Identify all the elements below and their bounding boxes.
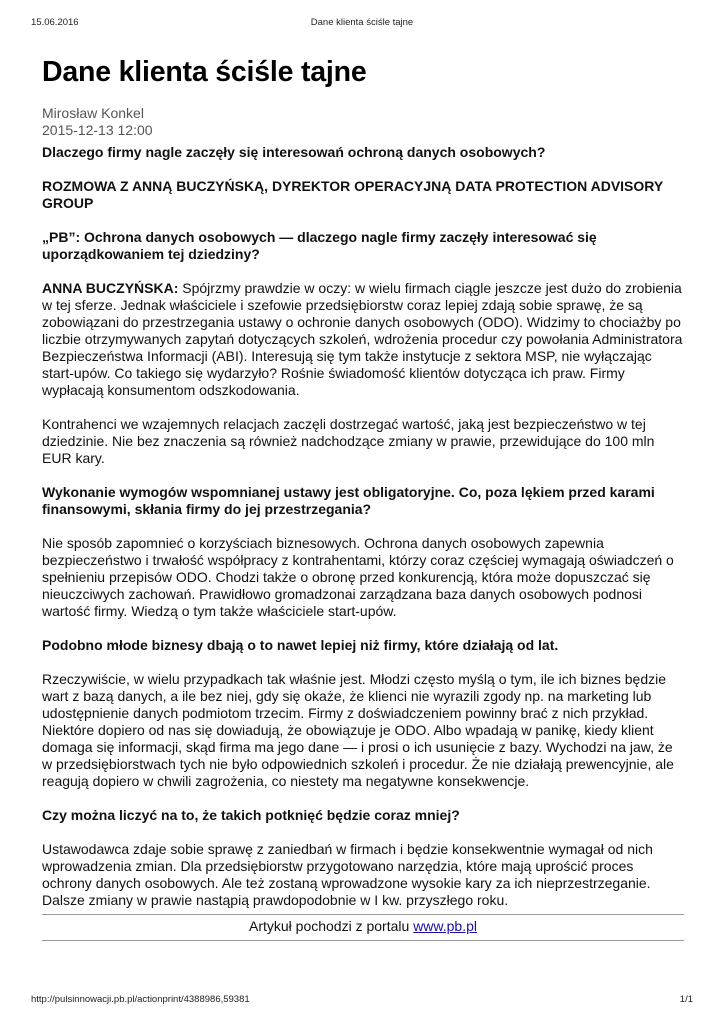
print-header [31, 17, 693, 29]
print-footer [31, 994, 693, 1006]
article-lead: Dlaczego firmy nagle zaczęły się interesowań ochroną danych osobowych? [42, 144, 546, 160]
article-datetime: 2015-12-13 12:00 [42, 122, 153, 138]
article-title: Dane klienta ściśle tajne [42, 56, 367, 88]
question-4: Czy można liczyć na to, że takich potknięć będzie coraz mniej? [42, 807, 460, 823]
page-number: 1/1 [679, 994, 693, 1005]
answer-1 [42, 280, 684, 399]
question-2: Wykonanie wymogów wspomnianej ustawy jest obligatoryjne. Co, poza lękiem przed karami finansowymi, skłania firmy do jej przestrzegania? [42, 484, 655, 517]
answer-3: Rzeczywiście, w wielu przypadkach tak właśnie jest. Młodzi często myślą o tym, ile ich biznes będzie wart z bazą danych, a ile bez niej, gdy się okaże, że klienci nie wyrazili zgody np. na marketing lub udostępnienie danych podmiotom trzecim. Firmy z doświadczeniem powinny brać z nich przykład. Niektóre dopiero od nas się dowiadują, że obowiązuje je ODO. Albo wpadają w panikę, kiedy klient domaga się informacji, skąd firma ma jego dane — i prosi o ich usunięcie z bazy. Wychodzi na jaw, że w przedsiębiorstwach tych nie było odpowiednich szkoleń i procedur. Że nie działają prewencyjnie, ale reagują dopiero w chwili zagrożenia, co niestety ma negatywne konsekwencje. [42, 671, 674, 789]
article-meta [42, 105, 684, 139]
speaker-name: ANNA BUCZYŃSKA: [42, 280, 179, 296]
answer-4: Ustawodawca zdaje sobie sprawę z zaniedbań w firmach i będzie konsekwentnie wymagał od nich wprowadzenia zmian. Dla przedsiębiorstw przygotowano narzędzia, które mają uprościć proces ochrony danych osobowych. Ale też zostaną wprowadzone wysokie kary za ich nieprzestrzeganie. Dalsze zmiany w prawie nastąpią prawdopodobnie w I kw. przyszłego roku. [42, 841, 653, 908]
print-date: 15.06.2016 [31, 17, 79, 28]
answer-1-text: Spójrzmy prawdzie w oczy: w wielu firmach ciągle jeszcze jest dużo do zrobienia w tej sferze. Jednak właściciele i szefowie przedsiębiorstw coraz lepiej zdają sobie sprawę, że są zobowiązani do przestrzegania ustawy o ochronie danych osobowych (ODO). Widzimy to chociażby po liczbie otrzymywanych zapytań dotyczących szkoleń, wdrożenia procedur czy powołania Administratora Bezpieczeństwa Informacji (ABI). Interesują się tym także instytucje z sektora MSP, nie wyłączając start-upów. Co takiego się wydarzyło? Rośnie świadomość klientów dotycząca ich praw. Firmy wypłacają konsumentom odszkodowania. [42, 280, 683, 398]
question-1: „PB”: Ochrona danych osobowych — dlaczego nagle firmy zaczęły interesować się uporządkowaniem tej dziedziny? [42, 229, 597, 262]
interview-heading: ROZMOWA Z ANNĄ BUCZYŃSKĄ, DYREKTOR OPERACYJNĄ DATA PROTECTION ADVISORY GROUP [42, 178, 663, 211]
question-3: Podobno młode biznesy dbają o to nawet lepiej niż firmy, które działają od lat. [42, 637, 559, 653]
article-author: Mirosław Konkel [42, 105, 144, 121]
print-title: Dane klienta ściśle tajne [310, 17, 414, 28]
source-link[interactable]: www.pb.pl [413, 918, 477, 934]
answer-2: Nie sposób zapomnieć o korzyściach biznesowych. Ochrona danych osobowych zapewnia bezpieczeństwo i trwałość współpracy z kontrahentami, którzy coraz częściej wymagają oświadczeń o spełnieniu przepisów ODO. Chodzi także o obronę przed konkurencją, która może dopuszczać się nieuczciwych zachowań. Prawidłowo gromadzonai zarządzana baza danych osobowych podnosi wartość firmy. Wiedzą o tym także właściciele start-upów. [42, 535, 674, 619]
source-prefix: Artykuł pochodzi z portalu [248, 918, 414, 934]
article [42, 52, 684, 941]
answer-1-continued: Kontrahenci we wzajemnych relacjach zaczęli dostrzegać wartość, jaką jest bezpieczeństwo w tej dziedzinie. Nie bez znaczenia są również nadchodzące zmiany w prawie, przewidujące do 100 mln EUR kary. [42, 416, 655, 466]
print-url: http://pulsinnowacji.pb.pl/actionprint/4388986,59381 [31, 994, 250, 1005]
source-box [42, 914, 684, 941]
